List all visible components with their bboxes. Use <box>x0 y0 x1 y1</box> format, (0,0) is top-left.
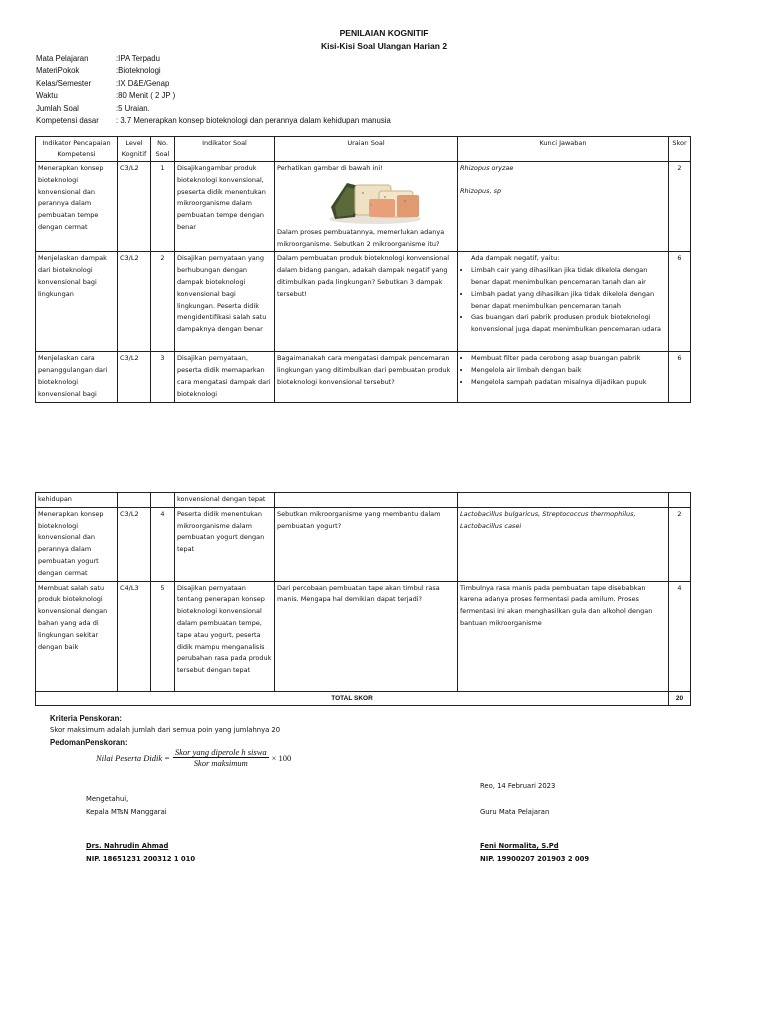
kunci-list: • Limbah cair yang dihasilkan jika tidak dikelola dengan benar dapat menimbulkan pencemaran tanah dan air • Limbah padat yang dihasilkan jika tidak dikelola dengan benar dapat menimbulkan pencemaran tanah • Gas buangan dari pabrik produsen produk bioteknologi konvensional juga dapat menimbulkan pencemaran udara <box>460 265 666 336</box>
cell-indikator: Menerapkan konsep bioteknologi konvensional dan perannya dalam pembuatan yogurt dengan cermat <box>36 507 118 581</box>
kriteria-line: Skor maksimum adalah jumlah dari semua poin yang jumlahnya 20 <box>50 726 281 734</box>
cell-indikator: Menjelaskan dampak dari bioteknologi konvensional bagi lingkungan <box>36 252 118 352</box>
cell-uraian: Sebutkan mikroorganisme yang membantu dalam pembuatan yogurt? <box>275 507 458 581</box>
kriteria-block <box>50 714 280 750</box>
cell-level: C3/L2 <box>118 252 151 352</box>
meta-row: Kompetensi dasar : 3.7 Menerapkan konsep bioteknologi dan perannya dalam kehidupan manusia <box>36 115 391 125</box>
header-indikator: Indikator Pencapaian Kompetensi <box>36 137 118 162</box>
kunci-list: • Membuat filter pada cerobong asap buangan pabrik • Mengelola air limbah dengan baik • Mengelola sampah padatan misalnya dijadikan pupuk <box>460 353 666 388</box>
cell-kunci <box>458 352 669 402</box>
meta-row: Jumlah Soal :5 Uraian. <box>36 103 150 113</box>
pedoman-title: PedomanPenskoran: <box>50 738 128 747</box>
kisi-kisi-table-continued <box>35 492 691 706</box>
table-row <box>36 507 691 581</box>
cell-no: 4 <box>151 507 175 581</box>
cell-kunci: Timbulnya rasa manis pada pembuatan tape disebabkan karena adanya proses fermentasi pada amilum. Proses fermentasi ini akan menghasilkan gula dan alkohol dengan bantuan mikroorganisme <box>458 581 669 691</box>
total-value: 20 <box>669 691 691 706</box>
meta-row: MateriPokok :Bioteknologi <box>36 66 161 76</box>
cell-level: C3/L2 <box>118 162 151 252</box>
cell-skor: 2 <box>669 507 691 581</box>
cell-skor: 6 <box>669 352 691 402</box>
cell-skor: 2 <box>669 162 691 252</box>
kriteria-title: Kriteria Penskoran: <box>50 714 122 723</box>
cell-uraian: Perhatikan gambar di bawah ini! Dalam proses pembuatannya, memerlukan adanya mikroorganisme. Sebutkan 2 mikroorganisme itu? <box>275 162 458 252</box>
cell-indikator: Menjelaskan cara penanggulangan dari bioteknologi konvensional bagi <box>36 352 118 402</box>
cell-indikator: Membuat salah satu produk bioteknologi konvensional dengan bahan yang ada di lingkungan sekitar dengan baik <box>36 581 118 691</box>
signature-right: Guru Mata Pelajaran Feni Normalita, S.Pd NIP. 19900207 201903 2 009 <box>480 806 589 866</box>
place-date: Reo, 14 Februari 2023 <box>480 782 556 790</box>
meta-row: Mata Pelajaran :IPA Terpadu <box>36 54 160 63</box>
document-subtitle: Kisi-Kisi Soal Ulangan Harian 2 <box>320 41 448 51</box>
meta-row: Kelas/Semester :IX D&E/Genap <box>36 78 170 88</box>
meta-row: Waktu :80 Menit ( 2 JP ) <box>36 91 176 101</box>
table-row <box>36 162 691 252</box>
cell-indikator: kehidupan <box>36 493 118 508</box>
header-indikator-soal: Indikator Soal <box>175 137 275 162</box>
cell-uraian: Bagaimanakah cara mengatasi dampak pencemaran lingkungan yang ditimbulkan dari pembuatan produk bioteknologi konvensional tersebut? <box>275 352 458 402</box>
cell-no: 3 <box>151 352 175 402</box>
kepala-name: Drs. Nahrudin Ahmad <box>86 842 169 850</box>
header-level: Level Kognitif <box>118 137 151 162</box>
table-row <box>36 581 691 691</box>
meta-block <box>36 54 391 128</box>
cell-uraian: Dari percobaan pembuatan tape akan timbul rasa manis. Mengapa hal demikian dapat terjadi? <box>275 581 458 691</box>
score-formula: Nilai Peserta Didik = $\frac{\text{Skor yang diperole h siswa}}{\text{Skor maksimum}}$ × 100 <box>96 747 292 768</box>
table-row <box>36 493 691 508</box>
cell-kunci: Ada dampak negatif, yaitu: • Limbah cair yang dihasilkan jika tidak dikelola dengan benar dapat menimbulkan pencemaran tanah dan air • Limbah padat yang dihasilkan jika tidak dikelola dengan benar dapat menimbulkan pencemaran tanah • Gas buangan dari pabrik produsen produk bioteknologi konvensional juga dapat menimbulkan pencemaran udara <box>458 252 669 352</box>
table-row <box>36 252 691 352</box>
signature-left: Mengetahui, Kepala MTsN Manggarai Drs. Nahrudin Ahmad NIP. 18651231 200312 1 010 <box>86 793 195 866</box>
cell-uraian: Dalam pembuatan produk bioteknologi konvensional dalam bidang pangan, adakah dampak negatif yang ditimbulkan pada lingkungan? Sebutkan 3 dampak tersebut! <box>275 252 458 352</box>
cell-indikator-soal: Disajikan pernyataan tentang penerapan konsep bioteknologi konvensional dalam pembuatan tempe, tape atau yogurt, peserta didik mampu menganalisis perubahan rasa pada produk tersebut dengan tepat <box>175 581 275 691</box>
cell-no: 5 <box>151 581 175 691</box>
cell-indikator-soal: Peserta didik menentukan mikroorganisme dalam pembuatan yogurt dengan tepat <box>175 507 275 581</box>
cell-level: C3/L2 <box>118 507 151 581</box>
table-header-row <box>36 137 691 162</box>
cell-kunci: Lactobacillus bulgaricus, Streptococcus thermophilus, Lactobacillus casei <box>458 507 669 581</box>
cell-indikator-soal: konvensional dengan tepat <box>175 493 275 508</box>
kepala-nip: NIP. 18651231 200312 1 010 <box>86 855 196 863</box>
total-row <box>36 691 691 706</box>
cell-skor: 4 <box>669 581 691 691</box>
kisi-kisi-table <box>35 136 691 403</box>
guru-name: Feni Normalita, S.Pd <box>480 842 559 850</box>
cell-kunci: Rhizopus oryzae Rhizopus, sp <box>458 162 669 252</box>
cell-indikator: Menerapkan konsep bioteknologi konvensional dan perannya dalam pembuatan tempe dengan cermat <box>36 162 118 252</box>
cell-indikator-soal: Disajikangambar produk bioteknologi konvensional, pseserta didik menentukan mikroorganisme dalam pembuatan tempe dengan benar <box>175 162 275 252</box>
guru-nip: NIP. 19900207 201903 2 009 <box>480 855 590 863</box>
cell-skor: 6 <box>669 252 691 352</box>
cell-no: 2 <box>151 252 175 352</box>
cell-no: 1 <box>151 162 175 252</box>
table-row <box>36 352 691 402</box>
total-label: TOTAL SKOR <box>36 691 669 706</box>
document-title: PENILAIAN KOGNITIF <box>339 28 429 38</box>
cell-level: C4/L3 <box>118 581 151 691</box>
header-skor: Skor <box>669 137 691 162</box>
cell-indikator-soal: Disajikan pernyataan yang berhubungan dengan dampak bioteknologi konvensional bagi lingkungan. Peserta didik mengidentifikasi salah satu dampaknya dengan benar <box>175 252 275 352</box>
tempe-image <box>325 177 425 225</box>
cell-indikator-soal: Disajikan pernyataan, peserta didik memaparkan cara mengatasi dampak dari bioteknologi <box>175 352 275 402</box>
cell-level: C3/L2 <box>118 352 151 402</box>
header-uraian: Uraian Soal <box>275 137 458 162</box>
header-kunci: Kunci Jawaban <box>458 137 669 162</box>
header-no: No. Soal <box>151 137 175 162</box>
